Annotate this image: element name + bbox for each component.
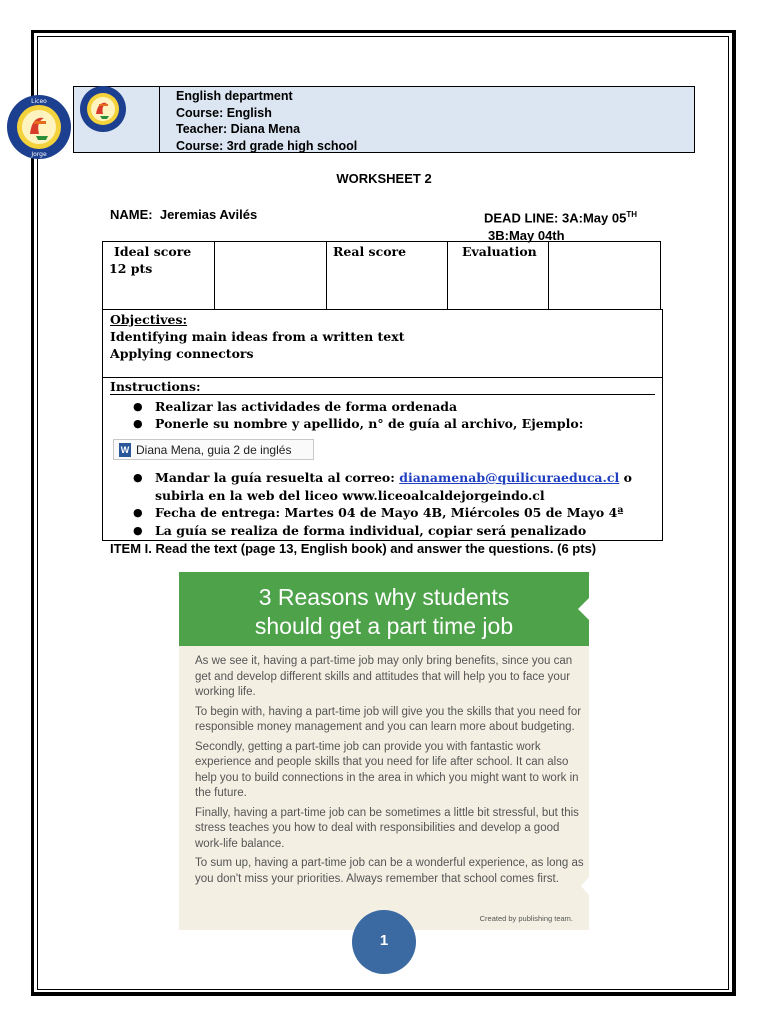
instruction-item bbox=[133, 415, 583, 433]
header-info bbox=[160, 87, 357, 152]
worksheet-title: WORKSHEET 2 bbox=[336, 171, 432, 186]
evaluation-value-cell bbox=[549, 242, 660, 309]
article-title bbox=[179, 572, 589, 646]
deadline bbox=[484, 206, 637, 245]
school-crest-icon bbox=[79, 85, 127, 133]
ideal-score-label: Ideal score bbox=[114, 244, 192, 259]
bullet-icon: ● bbox=[133, 524, 143, 537]
bullet-icon: ● bbox=[133, 471, 143, 484]
article-image bbox=[179, 572, 589, 930]
file-example bbox=[113, 439, 314, 460]
email-link[interactable]: dianamenab@quilicuraeduca.cl bbox=[399, 470, 620, 485]
objective-item: Applying connectors bbox=[110, 346, 254, 361]
instruction-text: Mandar la guía resuelta al correo: bbox=[155, 470, 395, 485]
notch-decoration bbox=[581, 877, 589, 895]
instruction-item bbox=[133, 469, 632, 505]
item-title: ITEM I. Read the text (page 13, English book) and answer the questions. (6 pts) bbox=[110, 541, 597, 556]
article-paragraph: To sum up, having a part-time job can be a wonderful experience, as long as you don't miss your priorities. Always remember that school comes first. bbox=[195, 857, 584, 885]
real-score-cell bbox=[327, 242, 448, 309]
instructions-heading: Instructions: bbox=[110, 379, 201, 394]
svg-text:Jorge: Jorge bbox=[31, 151, 47, 158]
score-table bbox=[102, 241, 661, 310]
article-paragraph: As we see it, having a part-time job may only bring benefits, since you can get and develop different skills and attitudes that will help you to face your working life. bbox=[195, 655, 573, 698]
school-crest-icon bbox=[6, 94, 72, 160]
notch-decoration bbox=[578, 598, 589, 620]
evaluation-cell bbox=[448, 242, 549, 309]
page-number: 1 bbox=[352, 910, 416, 974]
article-paragraph: Finally, having a part-time job can be sometimes a little bit stressful, but this stress teaches you how to deal with responsibilities and develop a good work-life balance. bbox=[195, 806, 579, 850]
teacher-label: Teacher: Diana Mena bbox=[176, 122, 301, 136]
article-title-line: should get a part time job bbox=[254, 613, 514, 639]
evaluation-label: Evaluation bbox=[462, 244, 537, 259]
instruction-text: Realizar las actividades de forma ordenada bbox=[155, 399, 458, 414]
instruction-item bbox=[133, 522, 586, 540]
bullet-icon: ● bbox=[133, 400, 143, 413]
instruction-text: Fecha de entrega: Martes 04 de Mayo 4B, Miércoles 05 de Mayo 4ª bbox=[155, 505, 624, 520]
objectives-heading: Objectives: bbox=[110, 312, 188, 327]
file-example-name: Diana Mena, guia 2 de inglés bbox=[136, 442, 292, 457]
department-label: English department bbox=[176, 89, 293, 103]
article-body bbox=[195, 654, 585, 891]
bullet-icon: ● bbox=[133, 417, 143, 430]
instruction-text: Ponerle su nombre y apellido, n° de guía al archivo, Ejemplo: bbox=[155, 416, 584, 431]
course-label: Course: English bbox=[176, 105, 272, 120]
grade-label: Course: 3rd grade high school bbox=[176, 138, 358, 153]
name-label: NAME: bbox=[110, 207, 153, 222]
ideal-score-value: 12 pts bbox=[109, 261, 153, 276]
student-name bbox=[110, 207, 257, 222]
article-paragraph: To begin with, having a part-time job will give you the skills that you need for responsible money management and you can learn more about budgeting. bbox=[195, 705, 582, 733]
article-credit: Created by publishing team. bbox=[479, 914, 573, 923]
objective-item: Identifying main ideas from a written text bbox=[110, 329, 405, 344]
article-paragraph: Secondly, getting a part-time job can provide you with fantastic work experience and people skills that you need for life after school. It can also help you to build connections in the area in which you might want to work in the future. bbox=[195, 740, 579, 799]
deadline-line2: 3B:May 04th bbox=[488, 228, 565, 244]
header-table bbox=[73, 86, 695, 153]
instruction-item bbox=[133, 398, 457, 416]
instruction-item bbox=[133, 504, 623, 522]
blank-cell bbox=[215, 242, 327, 309]
real-score-label: Real score bbox=[333, 244, 407, 259]
instruction-text: La guía se realiza de forma individual, copiar será penalizado bbox=[155, 523, 587, 538]
name-value: Jeremias Avilés bbox=[159, 207, 258, 222]
objectives-box bbox=[102, 309, 663, 378]
instruction-text: o bbox=[623, 470, 632, 485]
bullet-icon: ● bbox=[133, 506, 143, 519]
deadline-superscript: TH bbox=[626, 210, 637, 219]
svg-text:Liceo: Liceo bbox=[31, 98, 47, 105]
instructions-box bbox=[102, 377, 663, 541]
instruction-text: subirla en la web del liceo www.liceoalcaldejorgeindo.cl bbox=[155, 488, 545, 503]
ideal-score-cell bbox=[103, 242, 215, 309]
article-title-line: 3 Reasons why students bbox=[258, 584, 510, 610]
word-document-icon: W bbox=[120, 444, 130, 455]
divider bbox=[110, 394, 655, 395]
deadline-line1: DEAD LINE: 3A:May 05 bbox=[484, 210, 627, 226]
